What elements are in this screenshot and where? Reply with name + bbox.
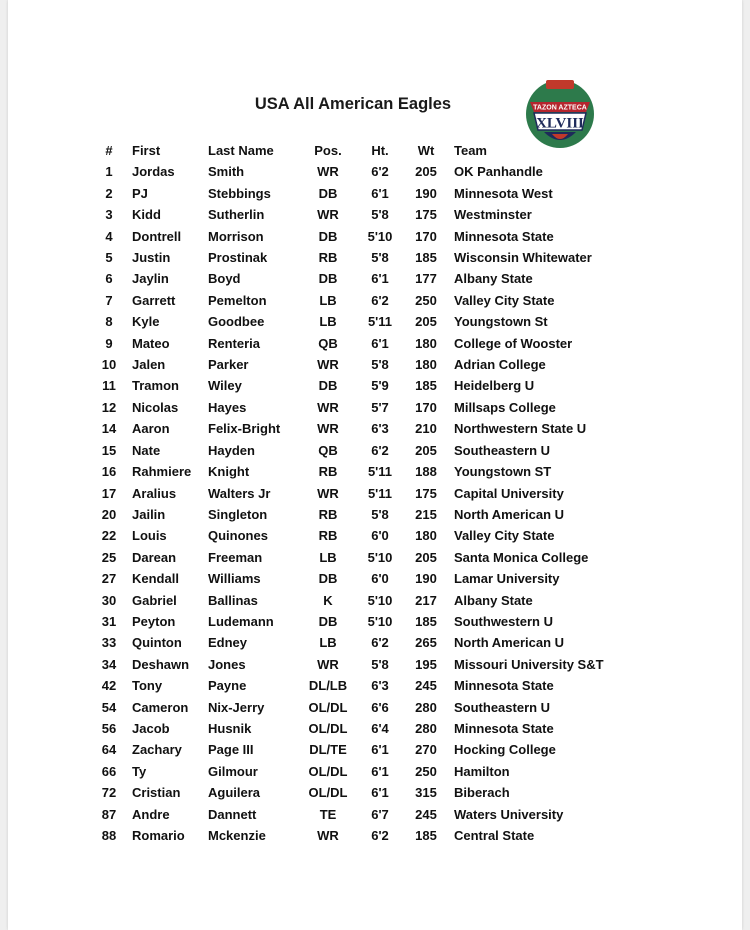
player-last-name: Felix-Bright xyxy=(208,421,281,437)
player-last-name: Morrison xyxy=(208,228,264,244)
player-last-name: Pemelton xyxy=(208,292,267,308)
player-weight: 177 xyxy=(415,271,437,287)
player-last-name: Hayes xyxy=(208,399,247,415)
player-number: 8 xyxy=(105,314,113,330)
player-number: 66 xyxy=(101,763,117,779)
player-number: 54 xyxy=(101,699,117,715)
player-last-name: Stebbings xyxy=(208,185,271,201)
player-position: LB xyxy=(319,292,337,308)
player-position: DB xyxy=(318,271,338,287)
player-weight: 205 xyxy=(415,314,437,330)
header-team: Team xyxy=(454,143,487,158)
player-weight: 185 xyxy=(415,378,437,394)
player-first-name: Mateo xyxy=(132,335,170,351)
player-team: Santa Monica College xyxy=(454,549,589,565)
table-row xyxy=(86,632,624,653)
player-position: K xyxy=(323,592,333,608)
table-row xyxy=(86,611,624,632)
player-number: 88 xyxy=(101,828,117,843)
player-team: Minnesota State xyxy=(454,228,554,244)
player-weight: 280 xyxy=(415,699,437,715)
table-row xyxy=(86,697,624,718)
player-weight: 195 xyxy=(415,656,437,672)
table-row xyxy=(86,804,624,825)
player-first-name: Jalen xyxy=(132,357,166,373)
player-position: OL/DL xyxy=(308,699,348,715)
player-number: 17 xyxy=(101,485,117,501)
player-first-name: Nate xyxy=(132,442,161,458)
player-last-name: Quinones xyxy=(208,528,268,544)
player-team: Heidelberg U xyxy=(454,378,535,394)
player-number: 14 xyxy=(101,421,117,437)
player-team: Lamar University xyxy=(454,571,560,587)
player-weight: 245 xyxy=(415,678,437,694)
table-row xyxy=(86,440,624,461)
player-position: RB xyxy=(318,528,338,544)
player-team: Youngstown St xyxy=(454,314,548,330)
logo-numeral: XLVIII xyxy=(536,115,584,132)
player-team: Missouri University S&T xyxy=(454,656,604,672)
table-row xyxy=(86,461,624,482)
player-height: 6'0 xyxy=(371,571,389,587)
table-row xyxy=(86,718,624,739)
table-row xyxy=(86,675,624,696)
player-first-name: Darean xyxy=(132,549,177,565)
player-last-name: Freeman xyxy=(208,549,263,565)
player-height: 6'0 xyxy=(371,528,389,544)
player-number: 33 xyxy=(101,635,117,651)
player-first-name: Jordas xyxy=(132,164,175,180)
player-height: 5'11 xyxy=(367,314,393,330)
player-number: 2 xyxy=(105,185,113,201)
player-position: OL/DL xyxy=(308,785,348,801)
player-last-name: Sutherlin xyxy=(208,207,265,223)
player-weight: 250 xyxy=(415,292,437,308)
player-weight: 270 xyxy=(415,742,437,758)
player-first-name: Jaylin xyxy=(132,271,169,287)
player-weight: 190 xyxy=(415,571,437,587)
player-first-name: Justin xyxy=(132,250,171,266)
player-team: OK Panhandle xyxy=(454,164,543,180)
player-position: WR xyxy=(317,164,339,180)
player-number: 87 xyxy=(101,806,117,822)
player-position: WR xyxy=(317,421,339,437)
table-row xyxy=(86,525,624,546)
header-weight: Wt xyxy=(417,143,435,158)
player-team: Northwestern State U xyxy=(454,421,587,437)
player-first-name: Gabriel xyxy=(132,592,177,608)
player-position: WR xyxy=(317,357,339,373)
player-number: 25 xyxy=(101,549,117,565)
player-number: 1 xyxy=(105,164,113,180)
player-number: 3 xyxy=(105,207,113,223)
player-height: 6'3 xyxy=(371,421,389,437)
player-height: 6'2 xyxy=(371,442,389,458)
player-position: DL/TE xyxy=(309,742,347,758)
player-number: 22 xyxy=(101,528,117,544)
player-height: 5'8 xyxy=(371,207,389,223)
table-row xyxy=(86,418,624,439)
player-height: 5'11 xyxy=(367,464,393,480)
player-position: WR xyxy=(317,656,339,672)
player-position: DB xyxy=(318,228,338,244)
player-first-name: Dontrell xyxy=(132,228,182,244)
player-weight: 188 xyxy=(415,464,437,480)
table-row xyxy=(86,654,624,675)
header-first-name: First xyxy=(132,143,161,158)
player-team: Minnesota State xyxy=(454,678,554,694)
player-height: 6'1 xyxy=(371,763,389,779)
player-first-name: Jacob xyxy=(132,720,170,736)
player-team: North American U xyxy=(454,506,565,522)
roster-body xyxy=(86,161,624,846)
table-row xyxy=(86,268,624,289)
header-position: Pos. xyxy=(314,143,342,158)
player-height: 6'2 xyxy=(371,635,389,651)
player-first-name: Cameron xyxy=(132,699,189,715)
player-weight: 217 xyxy=(415,592,437,608)
player-first-name: Andre xyxy=(132,806,170,822)
player-height: 5'10 xyxy=(367,592,393,608)
player-last-name: Knight xyxy=(208,464,250,480)
player-position: OL/DL xyxy=(308,763,348,779)
player-team: Minnesota State xyxy=(454,720,554,736)
player-last-name: Ludemann xyxy=(208,613,274,629)
header-height: Ht. xyxy=(371,143,389,158)
player-weight: 280 xyxy=(415,720,437,736)
player-team: Millsaps College xyxy=(454,399,556,415)
player-height: 6'7 xyxy=(371,806,389,822)
player-weight: 205 xyxy=(415,164,437,180)
player-team: Southeastern U xyxy=(454,699,551,715)
player-number: 10 xyxy=(101,357,117,373)
player-last-name: Wiley xyxy=(208,378,242,394)
table-row xyxy=(86,226,624,247)
player-last-name: Goodbee xyxy=(208,314,265,330)
player-team: Southeastern U xyxy=(454,442,551,458)
table-row xyxy=(86,483,624,504)
logo-top-text: TAZON AZTECA xyxy=(533,104,587,112)
player-team: Hocking College xyxy=(454,742,556,758)
player-number: 27 xyxy=(101,571,117,587)
player-weight: 215 xyxy=(415,506,437,522)
player-position: WR xyxy=(317,207,339,223)
player-height: 6'2 xyxy=(371,164,389,180)
player-number: 64 xyxy=(101,742,117,758)
player-team: Youngstown ST xyxy=(454,464,552,480)
player-first-name: Cristian xyxy=(132,785,181,801)
player-height: 6'3 xyxy=(371,678,389,694)
player-weight: 210 xyxy=(415,421,437,437)
player-height: 6'1 xyxy=(371,185,389,201)
table-row xyxy=(86,504,624,525)
player-team: Adrian College xyxy=(454,357,546,373)
player-position: QB xyxy=(318,442,338,458)
player-number: 30 xyxy=(101,592,117,608)
player-last-name: Nix-Jerry xyxy=(208,699,265,715)
player-last-name: Ballinas xyxy=(208,592,258,608)
table-row xyxy=(86,183,624,204)
player-position: RB xyxy=(318,250,338,266)
player-weight: 185 xyxy=(415,613,437,629)
player-team: Wisconsin Whitewater xyxy=(454,250,592,266)
player-weight: 185 xyxy=(415,828,437,843)
player-weight: 205 xyxy=(415,442,437,458)
player-last-name: Jones xyxy=(208,656,246,672)
player-first-name: Nicolas xyxy=(132,399,179,415)
table-row xyxy=(86,739,624,760)
player-team: Hamilton xyxy=(454,763,510,779)
player-first-name: Deshawn xyxy=(132,656,190,672)
player-team: Valley City State xyxy=(454,528,555,544)
player-first-name: Tony xyxy=(132,678,163,694)
player-number: 20 xyxy=(101,506,117,522)
player-number: 72 xyxy=(101,785,117,801)
player-last-name: Mckenzie xyxy=(208,828,266,843)
player-height: 5'8 xyxy=(371,357,389,373)
player-last-name: Hayden xyxy=(208,442,255,458)
player-last-name: Page III xyxy=(208,742,254,758)
player-weight: 175 xyxy=(415,485,437,501)
player-last-name: Boyd xyxy=(208,271,241,287)
table-row xyxy=(86,568,624,589)
table-row xyxy=(86,547,624,568)
player-last-name: Payne xyxy=(208,678,247,694)
player-number: 9 xyxy=(105,335,113,351)
player-first-name: Garrett xyxy=(132,292,176,308)
player-weight: 205 xyxy=(415,549,437,565)
table-row xyxy=(86,247,624,268)
player-position: WR xyxy=(317,828,339,843)
player-first-name: Louis xyxy=(132,528,167,544)
player-position: RB xyxy=(318,506,338,522)
player-number: 5 xyxy=(105,250,113,266)
player-first-name: PJ xyxy=(132,185,148,201)
player-height: 5'7 xyxy=(371,399,389,415)
player-weight: 180 xyxy=(415,357,437,373)
table-row xyxy=(86,161,624,182)
player-last-name: Dannett xyxy=(208,806,257,822)
player-first-name: Quinton xyxy=(132,635,182,651)
player-first-name: Romario xyxy=(132,828,185,843)
player-team: Westminster xyxy=(454,207,532,223)
player-last-name: Prostinak xyxy=(208,250,268,266)
player-team: Central State xyxy=(454,828,535,843)
player-height: 6'1 xyxy=(371,785,389,801)
player-position: QB xyxy=(318,335,338,351)
player-team: College of Wooster xyxy=(454,335,573,351)
player-team: Southwestern U xyxy=(454,613,553,629)
player-number: 15 xyxy=(101,442,117,458)
player-position: WR xyxy=(317,399,339,415)
player-position: DB xyxy=(318,571,338,587)
player-first-name: Jailin xyxy=(132,506,166,522)
player-position: RB xyxy=(318,464,338,480)
player-weight: 180 xyxy=(415,335,437,351)
player-number: 34 xyxy=(101,656,117,672)
table-row xyxy=(86,333,624,354)
player-first-name: Zachary xyxy=(132,742,182,758)
player-height: 5'9 xyxy=(371,378,389,394)
player-position: OL/DL xyxy=(308,720,348,736)
player-team: Albany State xyxy=(454,592,533,608)
player-height: 5'10 xyxy=(367,549,393,565)
player-weight: 180 xyxy=(415,528,437,544)
table-row xyxy=(86,825,624,846)
player-number: 6 xyxy=(105,271,113,287)
player-height: 5'10 xyxy=(367,228,393,244)
table-row xyxy=(86,354,624,375)
header-number: # xyxy=(105,143,113,158)
player-number: 12 xyxy=(101,399,117,415)
page-title: USA All American Eagles xyxy=(254,95,452,113)
player-height: 6'4 xyxy=(371,720,389,736)
player-weight: 190 xyxy=(415,185,437,201)
player-weight: 315 xyxy=(415,785,437,801)
player-team: Albany State xyxy=(454,271,533,287)
table-row xyxy=(86,590,624,611)
player-last-name: Williams xyxy=(208,571,261,587)
player-position: DL/LB xyxy=(308,678,348,694)
player-first-name: Aralius xyxy=(132,485,177,501)
player-height: 6'6 xyxy=(371,699,389,715)
player-first-name: Kidd xyxy=(132,207,161,223)
player-height: 6'1 xyxy=(371,271,389,287)
player-number: 7 xyxy=(105,292,113,308)
player-weight: 170 xyxy=(415,399,437,415)
player-last-name: Gilmour xyxy=(208,763,258,779)
table-row xyxy=(86,204,624,225)
player-weight: 175 xyxy=(415,207,437,223)
document-page xyxy=(8,0,742,930)
player-height: 5'8 xyxy=(371,250,389,266)
player-last-name: Edney xyxy=(208,635,248,651)
player-last-name: Aguilera xyxy=(208,785,261,801)
player-height: 5'8 xyxy=(371,506,389,522)
player-position: DB xyxy=(318,185,338,201)
player-number: 11 xyxy=(102,378,116,394)
player-number: 42 xyxy=(101,678,117,694)
player-team: Waters University xyxy=(454,806,564,822)
player-height: 6'2 xyxy=(371,828,389,843)
player-position: LB xyxy=(319,635,337,651)
player-last-name: Smith xyxy=(208,164,245,180)
table-row xyxy=(86,290,624,311)
player-last-name: Husnik xyxy=(208,720,252,736)
player-height: 6'1 xyxy=(371,335,389,351)
player-team: Valley City State xyxy=(454,292,555,308)
table-header-row xyxy=(86,140,624,161)
player-height: 6'2 xyxy=(371,292,389,308)
player-first-name: Peyton xyxy=(132,613,176,629)
header-last-name: Last Name xyxy=(208,143,274,158)
player-number: 56 xyxy=(101,720,117,736)
player-first-name: Kendall xyxy=(132,571,179,587)
player-first-name: Kyle xyxy=(132,314,160,330)
player-last-name: Singleton xyxy=(208,506,268,522)
table-row xyxy=(86,311,624,332)
player-number: 31 xyxy=(101,613,117,629)
player-first-name: Tramon xyxy=(132,378,179,394)
player-weight: 170 xyxy=(415,228,437,244)
table-row xyxy=(86,375,624,396)
player-position: TE xyxy=(319,806,337,822)
table-row xyxy=(86,761,624,782)
player-last-name: Renteria xyxy=(208,335,261,351)
player-height: 5'8 xyxy=(371,656,389,672)
player-position: DB xyxy=(318,613,338,629)
player-height: 5'10 xyxy=(367,613,393,629)
player-position: LB xyxy=(319,549,337,565)
player-weight: 185 xyxy=(415,250,437,266)
player-number: 16 xyxy=(101,464,117,480)
player-position: LB xyxy=(319,314,337,330)
player-number: 4 xyxy=(105,228,113,244)
player-weight: 245 xyxy=(415,806,437,822)
player-last-name: Walters Jr xyxy=(208,485,271,501)
table-row xyxy=(86,782,624,803)
player-team: Capital University xyxy=(454,485,564,501)
player-height: 6'1 xyxy=(371,742,389,758)
player-weight: 250 xyxy=(415,763,437,779)
player-height: 5'11 xyxy=(367,485,393,501)
player-team: Minnesota West xyxy=(454,185,553,201)
player-team: North American U xyxy=(454,635,565,651)
player-first-name: Ty xyxy=(132,763,147,779)
player-last-name: Parker xyxy=(208,357,249,373)
player-position: DB xyxy=(318,378,338,394)
player-first-name: Aaron xyxy=(132,421,170,437)
player-position: WR xyxy=(317,485,339,501)
roster-table xyxy=(86,140,624,846)
table-row xyxy=(86,397,624,418)
player-weight: 265 xyxy=(415,635,437,651)
player-first-name: Rahmiere xyxy=(132,464,192,480)
player-team: Biberach xyxy=(454,785,510,801)
